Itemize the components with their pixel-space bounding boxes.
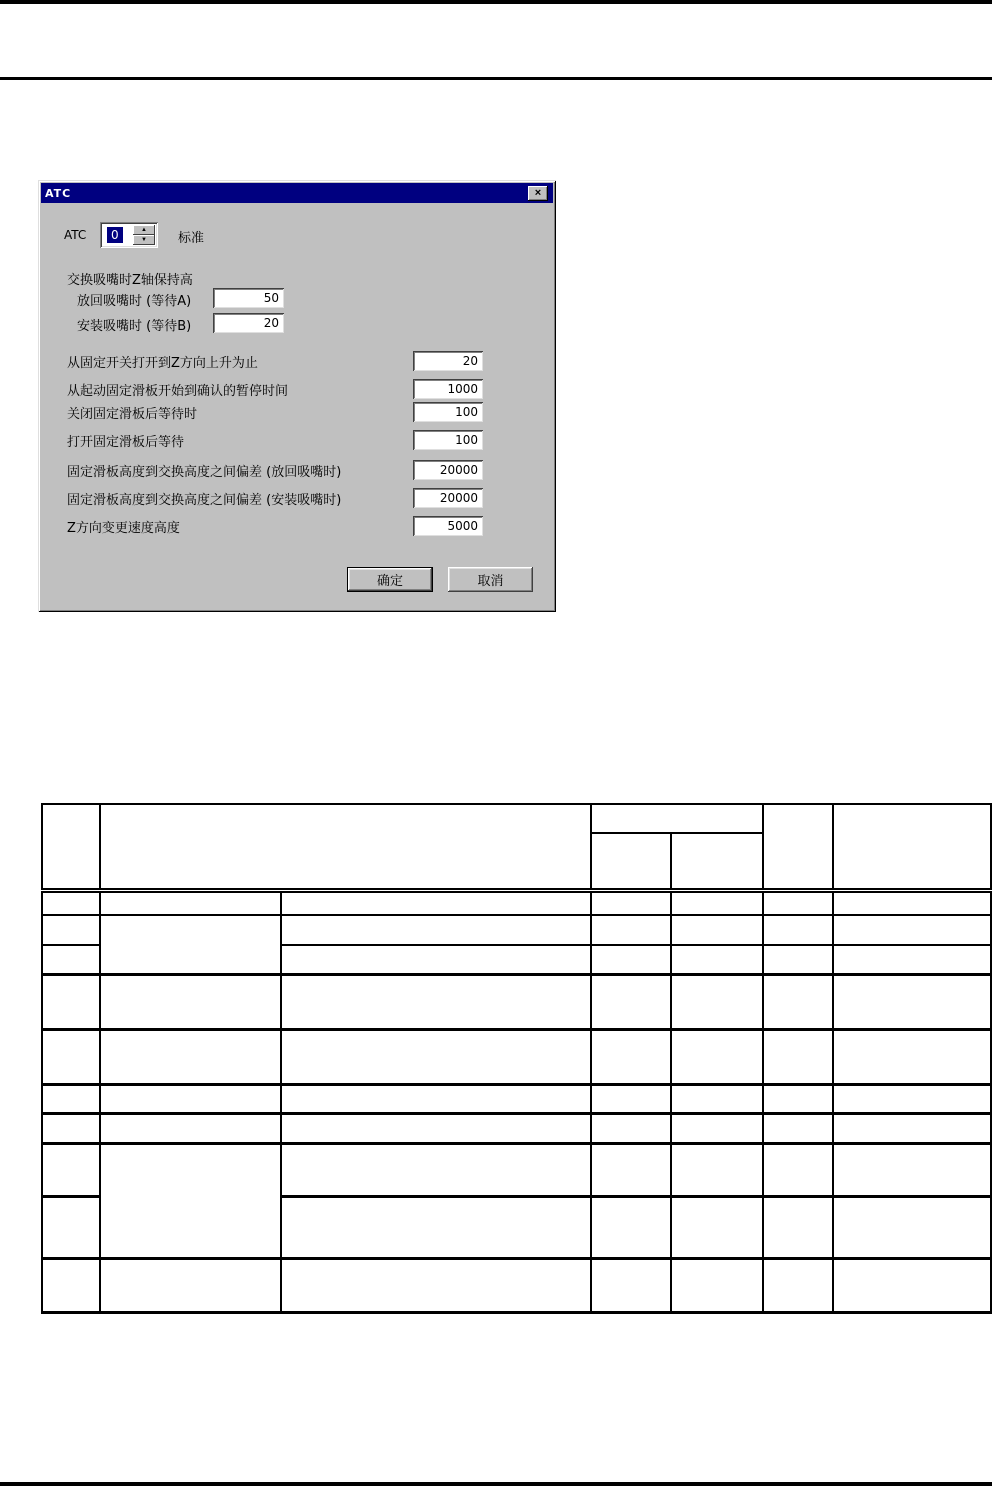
- table-cell: [671, 1196, 763, 1258]
- field-input-wait-a[interactable]: 50: [213, 288, 284, 308]
- table-cell-merged: [100, 915, 281, 974]
- table-cell-merged: [100, 1143, 281, 1258]
- field-input-pause-time[interactable]: 1000: [413, 379, 483, 399]
- table-cell: [833, 890, 991, 915]
- close-button[interactable]: [528, 186, 548, 201]
- atc-spinner[interactable]: [100, 222, 158, 248]
- table-cell: [42, 1029, 100, 1084]
- table-cell: [591, 890, 671, 915]
- table-cell: [833, 915, 991, 945]
- spin-up-icon: ▲: [141, 227, 147, 233]
- table-cell: [100, 1258, 281, 1312]
- header-cell-e: [833, 804, 991, 890]
- table-cell: [671, 945, 763, 974]
- table-cell: [42, 1196, 100, 1258]
- table-cell: [833, 1258, 991, 1312]
- ok-button[interactable]: 确定: [347, 567, 433, 592]
- table-cell: [281, 1143, 591, 1196]
- atc-label: ATC: [64, 228, 87, 242]
- table-cell: [42, 1113, 100, 1143]
- group-label: 交换吸嘴时Z轴保持高: [67, 273, 193, 288]
- table-cell: [763, 1196, 833, 1258]
- header-cell-b: [100, 804, 591, 890]
- table-cell: [42, 915, 100, 945]
- table-cell: [591, 974, 671, 1029]
- field-label-wait-b: 安装吸嘴时 (等待B): [77, 319, 192, 334]
- field-label-open-wait: 打开固定滑板后等待: [67, 435, 185, 450]
- table-cell: [671, 915, 763, 945]
- table-cell: [833, 974, 991, 1029]
- field-input-close-wait[interactable]: 100: [413, 402, 483, 422]
- table-cell: [763, 890, 833, 915]
- atc-type-label: 标准: [178, 231, 205, 246]
- dialog-titlebar[interactable]: [41, 183, 553, 203]
- table-cell: [42, 945, 100, 974]
- bottom-rule: [0, 1482, 992, 1486]
- field-label-offset-install: 固定滑板高度到交换高度之间偏差 (安装吸嘴时): [67, 493, 342, 508]
- field-input-z-speed-height[interactable]: 5000: [413, 516, 483, 536]
- close-icon: ×: [534, 187, 542, 199]
- table-cell: [281, 915, 591, 945]
- field-label-z-rise: 从固定开关打开到Z方向上升为止: [67, 356, 258, 371]
- spin-down-icon: ▼: [141, 237, 147, 243]
- table-cell: [591, 1113, 671, 1143]
- table-cell: [671, 974, 763, 1029]
- header-cell-c1: [591, 833, 671, 890]
- field-label-pause-time: 从起动固定滑板开始到确认的暂停时间: [67, 384, 289, 399]
- table-cell: [281, 1113, 591, 1143]
- table-cell: [42, 890, 100, 915]
- field-label-offset-return: 固定滑板高度到交换高度之间偏差 (放回吸嘴时): [67, 465, 342, 480]
- atc-spinner-value: 0: [107, 227, 123, 243]
- cancel-button[interactable]: 取消: [448, 567, 533, 592]
- table-cell: [100, 890, 281, 915]
- spin-up-button[interactable]: [133, 225, 155, 235]
- field-input-offset-return[interactable]: 20000: [413, 460, 483, 480]
- table-cell: [281, 890, 591, 915]
- table-cell: [100, 1113, 281, 1143]
- table-cell: [763, 945, 833, 974]
- table-cell: [763, 1258, 833, 1312]
- field-label-close-wait: 关闭固定滑板后等待时: [67, 407, 198, 422]
- header-cell-c2: [671, 833, 763, 890]
- top-rule-primary: [0, 0, 992, 4]
- table-cell: [100, 1084, 281, 1113]
- header-cell-a: [42, 804, 100, 890]
- field-input-wait-b[interactable]: 20: [213, 313, 284, 333]
- atc-spinner-field[interactable]: [100, 222, 134, 248]
- table-cell: [763, 1143, 833, 1196]
- table-cell: [591, 1196, 671, 1258]
- table-cell: [833, 945, 991, 974]
- table-cell: [591, 1143, 671, 1196]
- spin-down-button[interactable]: [133, 235, 155, 245]
- field-label-wait-a: 放回吸嘴时 (等待A): [77, 294, 192, 309]
- table-cell: [671, 1029, 763, 1084]
- table-cell: [833, 1143, 991, 1196]
- field-input-open-wait[interactable]: 100: [413, 430, 483, 450]
- table-cell: [100, 1029, 281, 1084]
- table-cell: [281, 1196, 591, 1258]
- table-cell: [42, 1084, 100, 1113]
- table-cell: [100, 974, 281, 1029]
- table-cell: [763, 915, 833, 945]
- table-cell: [591, 915, 671, 945]
- table-cell: [42, 1258, 100, 1312]
- table-cell: [763, 1029, 833, 1084]
- table-cell: [671, 1113, 763, 1143]
- top-rule-secondary: [0, 77, 992, 80]
- parameter-table: [41, 803, 992, 1314]
- atc-dialog: [38, 180, 556, 612]
- table-cell: [591, 1029, 671, 1084]
- field-label-z-speed-height: Z方向变更速度高度: [67, 521, 180, 536]
- table-cell: [833, 1113, 991, 1143]
- field-input-offset-install[interactable]: 20000: [413, 488, 483, 508]
- table-cell: [281, 1084, 591, 1113]
- table-cell: [763, 1084, 833, 1113]
- table-cell: [833, 1029, 991, 1084]
- dialog-title: ATC: [45, 186, 72, 200]
- table-cell: [591, 945, 671, 974]
- header-cell-c: [591, 804, 763, 833]
- table-cell: [42, 1143, 100, 1196]
- table-cell: [281, 1258, 591, 1312]
- table-cell: [281, 945, 591, 974]
- table-cell: [671, 890, 763, 915]
- table-cell: [671, 1258, 763, 1312]
- field-input-z-rise[interactable]: 20: [413, 351, 483, 371]
- table-cell: [671, 1143, 763, 1196]
- table-cell: [591, 1084, 671, 1113]
- table-cell: [763, 974, 833, 1029]
- table-cell: [281, 974, 591, 1029]
- table-cell: [833, 1084, 991, 1113]
- table-cell: [591, 1258, 671, 1312]
- table-cell: [671, 1084, 763, 1113]
- header-cell-d: [763, 804, 833, 890]
- table-cell: [833, 1196, 991, 1258]
- table-cell: [281, 1029, 591, 1084]
- table-cell: [763, 1113, 833, 1143]
- table-cell: [42, 974, 100, 1029]
- atc-spinner-buttons: [133, 225, 155, 245]
